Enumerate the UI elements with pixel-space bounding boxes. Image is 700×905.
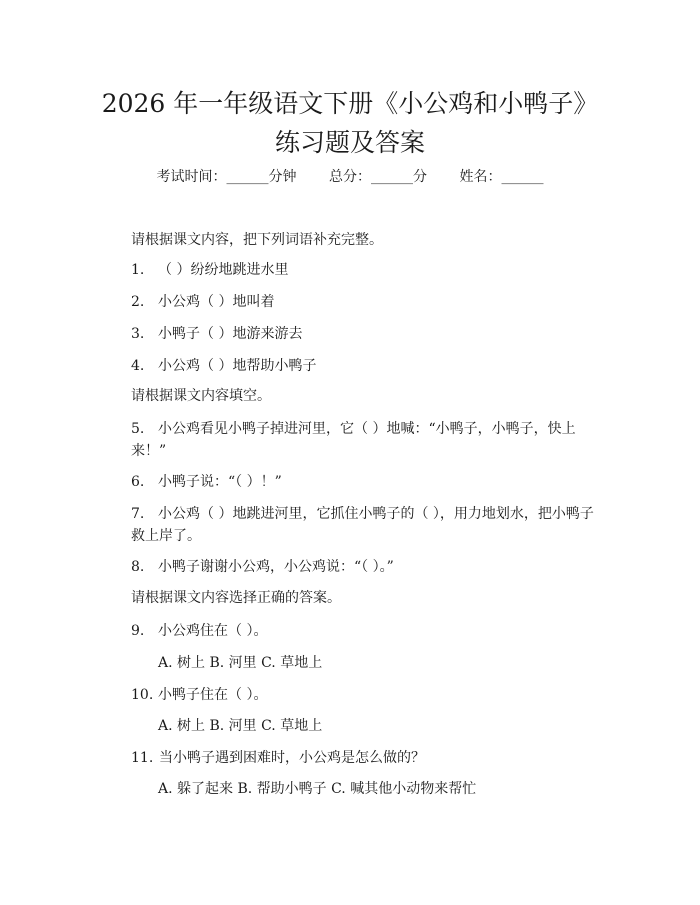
question-text: 小公鸡看见小鸭子掉进河里，它（ ）地喊：“小鸭子，小鸭子，快上来！” (131, 421, 576, 459)
question-number: 11. (131, 750, 154, 766)
question-text: 小鸭子谢谢小公鸡，小公鸡说：“（ ）。” (158, 559, 394, 575)
page-title-line-2: 练习题及答案 (274, 128, 425, 157)
question-number: 2. (131, 294, 145, 310)
question-number: 4. (131, 358, 145, 374)
student-name-field: 姓名：______ (459, 169, 544, 185)
total-score-field: 总分：______分 (329, 169, 427, 185)
question-11-options: A. 躲了起来 B. 帮助小鸭子 C. 喊其他小动物来帮忙 (158, 781, 477, 797)
question-1 (131, 259, 601, 281)
question-text: 小鸭子（ ）地游来游去 (158, 326, 303, 342)
question-number: 10. (131, 687, 154, 703)
exam-time-field: 考试时间：______分钟 (156, 169, 297, 185)
question-8 (131, 556, 601, 578)
question-number: 3. (131, 326, 145, 342)
exam-info-bar (0, 167, 700, 187)
question-9-options: A. 树上 B. 河里 C. 草地上 (158, 655, 323, 671)
question-text: 小公鸡住在（ ）。 (158, 623, 268, 639)
question-3 (131, 323, 601, 345)
question-11 (131, 747, 601, 769)
question-7 (131, 503, 601, 547)
question-text: 小鸭子说：“（ ）！” (158, 474, 282, 490)
question-10-options: A. 树上 B. 河里 C. 草地上 (158, 718, 323, 734)
question-text: 小公鸡（ ）地跳进河里，它抓住小鸭子的（ ），用力地划水，把小鸭子救上岸了。 (131, 506, 594, 544)
question-5 (131, 418, 601, 462)
section-instruction-3: 请根据课文内容选择正确的答案。 (131, 590, 341, 606)
section-instruction-1: 请根据课文内容，把下列词语补充完整。 (131, 232, 383, 248)
question-number: 9. (131, 623, 145, 639)
question-4 (131, 355, 601, 377)
question-number: 8. (131, 559, 145, 575)
question-9 (131, 620, 601, 642)
question-text: 当小鸭子遇到困难时，小公鸡是怎么做的？ (159, 750, 425, 766)
question-text: 小公鸡（ ）地叫着 (158, 294, 275, 310)
question-text: （ ）纷纷地跳进水里 (158, 262, 289, 278)
question-number: 6. (131, 474, 145, 490)
section-instruction-2: 请根据课文内容填空。 (131, 388, 271, 404)
question-text: 小公鸡（ ）地帮助小鸭子 (158, 358, 317, 374)
question-6 (131, 471, 601, 493)
question-number: 5. (131, 421, 145, 437)
question-2 (131, 291, 601, 313)
question-number: 1. (131, 262, 145, 278)
question-10 (131, 684, 601, 706)
question-number: 7. (131, 506, 145, 522)
page-title-line-1: 2026 年一年级语文下册《小公鸡和小鸭子》 (101, 89, 599, 118)
question-text: 小鸭子住在（ ）。 (158, 687, 268, 703)
